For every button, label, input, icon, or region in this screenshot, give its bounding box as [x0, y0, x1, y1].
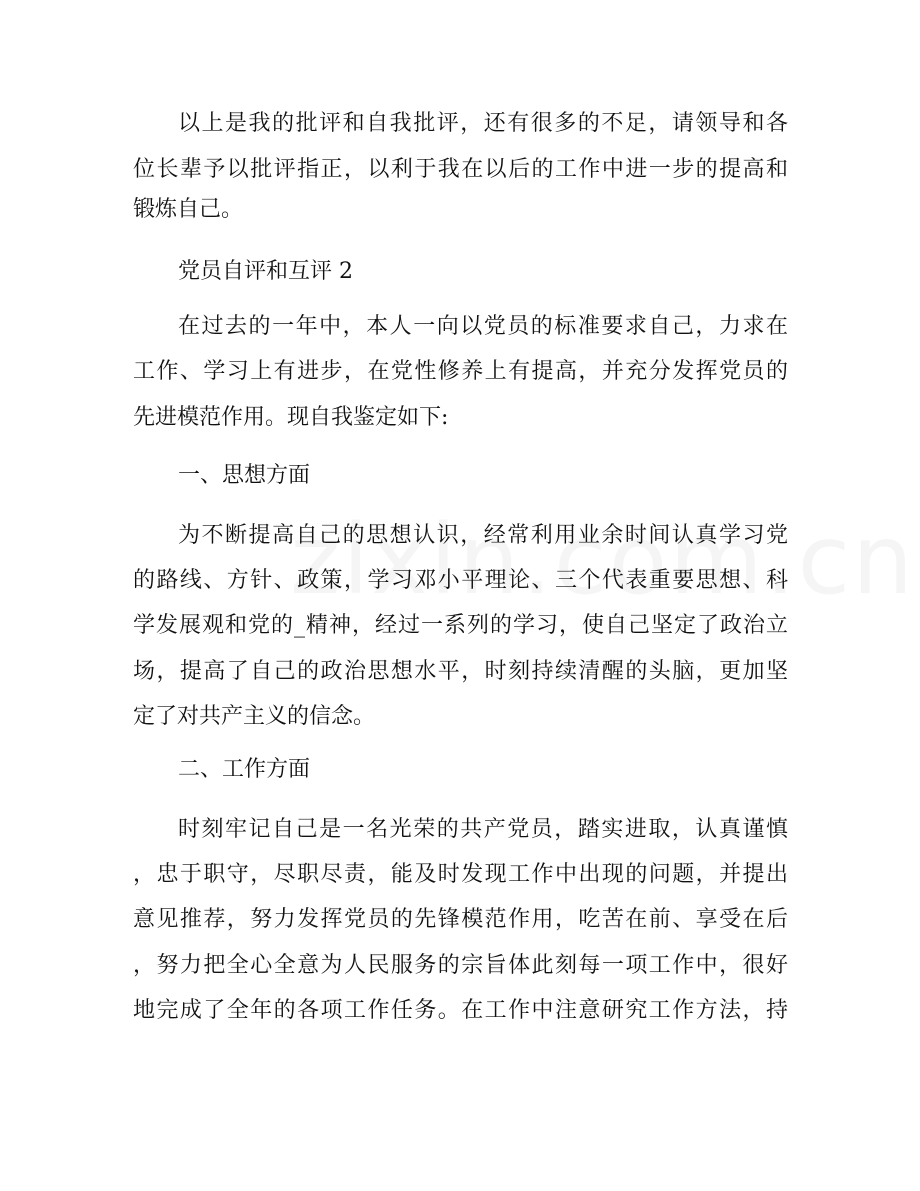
paragraph-2-line-3: 先进模范作用。现自我鉴定如下:: [133, 405, 449, 430]
paragraph-1-line-1: 以上是我的批评和自我批评，还有很多的不足，请领导和各: [178, 111, 788, 136]
paragraph-2-line-2: 工作、学习上有进步，在党性修养上有提高，并充分发挥党员的: [133, 359, 788, 384]
paragraph-4-line-1: 时刻牢记自己是一名光荣的共产党员，踏实进取，认真谨慎: [178, 817, 788, 842]
paragraph-1-line-2: 位长辈予以批评指正，以利于我在以后的工作中进一步的提高和: [133, 157, 788, 182]
subsection-heading-ideology: 一、思想方面: [178, 463, 311, 488]
paragraph-4-line-3: 意见推荐，努力发挥党员的先锋模范作用，吃苦在前、享受在后: [133, 907, 788, 932]
subsection-heading-work: 二、工作方面: [178, 757, 311, 782]
paragraph-4-line-4: ，努力把全心全意为人民服务的宗旨体此刻每一项工作中，很好: [133, 953, 788, 978]
section-title: 党员自评和互评 2: [178, 259, 353, 284]
paragraph-3-line-5: 定了对共产主义的信念。: [133, 704, 376, 729]
paragraph-3-line-3: 学发展观和党的_精神，经过一系列的学习，使自己坚定了政治立: [133, 613, 788, 638]
paragraph-3-line-4: 场，提高了自己的政治思想水平，时刻持续清醒的头脑，更加坚: [133, 659, 788, 684]
paragraph-2-line-1: 在过去的一年中，本人一向以党员的标准要求自己，力求在: [178, 314, 788, 339]
paragraph-3-line-1: 为不断提高自己的思想认识，经常利用业余时间认真学习党: [178, 523, 788, 548]
paragraph-1-line-3: 锻炼自己。: [133, 197, 244, 222]
paragraph-4-line-2: ，忠于职守，尽职尽责，能及时发现工作中出现的问题，并提出: [133, 862, 788, 887]
paragraph-4-line-5: 地完成了全年的各项工作任务。在工作中注意研究工作方法，持: [133, 998, 788, 1023]
paragraph-3-line-2: 的路线、方针、政策，学习邓小平理论、三个代表重要思想、科: [133, 568, 788, 593]
